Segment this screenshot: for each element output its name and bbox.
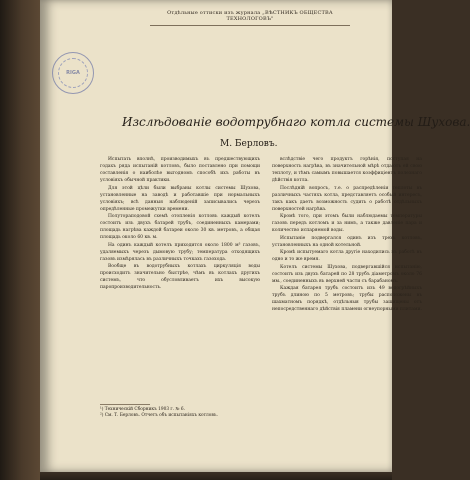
footnote: ²) См. Т. Берловъ. Отчетъ объ испытаніяхъ котловъ. <box>100 413 218 418</box>
footnotes <box>100 404 260 419</box>
book-page <box>40 0 470 472</box>
paragraph: Послѣдній вопросъ, т.е. о распредѣленіи теплоты въ различныхъ частяхъ котла, представляетъ особый интересъ, такъ какъ даетъ возможность судить о работѣ отдѣльныхъ поверхностей нагрѣва. <box>272 185 422 212</box>
paragraph: Испытаніе подвергался одинъ изъ трехъ котловъ, установленныхъ на одной котельной. <box>272 235 422 248</box>
paragraph: Котелъ системы Шухова, подвергавшійся испытанію, состоитъ изъ двухъ батарей по 28 трубъ діаметромъ около 76 мм., соединенныхъ въ верхней части съ барабаномъ. <box>272 264 422 284</box>
left-column <box>100 156 260 401</box>
paragraph: Для этой цѣли были выбраны котлы системы Шухова, установленные на заводѣ и работавшіе при нормальныхъ условіяхъ; всѣ данныя наблюденій записывались черезъ опредѣленные промежутки времени. <box>100 185 260 212</box>
journal-header <box>150 10 350 26</box>
footnote: ¹) Техническій Сборникъ 1903 г. № 6. <box>100 407 185 412</box>
paragraph: Каждая батарея трубъ состоитъ изъ 49 водогрѣйныхъ трубъ длиною по 5 метровъ; трубы расположены въ шахматномъ порядкѣ, отдѣльныя трубы защищены отъ непосредственнаго дѣйствія пламени огнеупорными плитами. <box>272 286 422 312</box>
footnote-separator <box>100 404 150 405</box>
library-stamp <box>52 52 94 94</box>
right-column <box>272 156 422 461</box>
paragraph: На одинъ каждый котелъ приходится около 1800 м³ газовъ, удаляемыхъ черезъ дымовую трубу; температура отходящихъ газовъ измѣрялась въ различныхъ точкахъ газохода. <box>100 242 260 262</box>
page-bottom-shadow <box>40 472 392 480</box>
journal-header-text: Отдѣльные оттиски изъ журнала „ВѢСТНИКЪ ОБЩЕСТВА ТЕХНОЛОГОВЪ" <box>167 10 333 22</box>
stamp-text: RIGA <box>66 70 80 76</box>
paragraph: Испытать вполнѣ, производимыхъ въ предшествующихъ годахъ ряда испытаній котловъ, было поставлено при помощи составленія о наиболѣе выгодномъ способѣ ихъ работы въ условіяхъ обычной практики. <box>100 157 260 183</box>
article-author: М. Берловъ. <box>220 139 278 149</box>
paragraph: Кромѣ испытуемаго котла другіе находились въ работѣ въ одно и то же время. <box>272 250 422 262</box>
paragraph: вслѣдствіе чего продуктъ горѣнія, поступая на поверхность нагрѣва, въ значительной мѣрѣ отдаютъ ей свою теплоту, и тѣмъ самымъ повышается коэффиціентъ полезнаго дѣйствія котла. <box>272 157 422 183</box>
paragraph: Полутораподовой схемѣ отопленія котловъ каждый котелъ состоитъ изъ двухъ батарей трубъ, соединенныхъ камерами; площадь нагрѣва каждой батареи около 30 кв. метровъ, а общая площадь около 60 кв. м. <box>100 214 260 240</box>
article-title: Изслѣдованіе водотрубнаго котла системы Шухова. <box>122 115 470 129</box>
header-rule <box>150 25 350 26</box>
paragraph: Кромѣ того, при этомъ были наблюдаемы температуры газовъ передъ котломъ и за нимъ, а также давленіе пара и количество испаряемой воды. <box>272 214 422 233</box>
paragraph: Вообще въ водотрубныхъ котлахъ циркуляція воды происходитъ значительно быстрѣе, чѣмъ въ котлахъ другихъ системъ, что обусловливаетъ ихъ высокую паропроизводительность. <box>100 264 260 290</box>
book-binding <box>0 0 40 480</box>
